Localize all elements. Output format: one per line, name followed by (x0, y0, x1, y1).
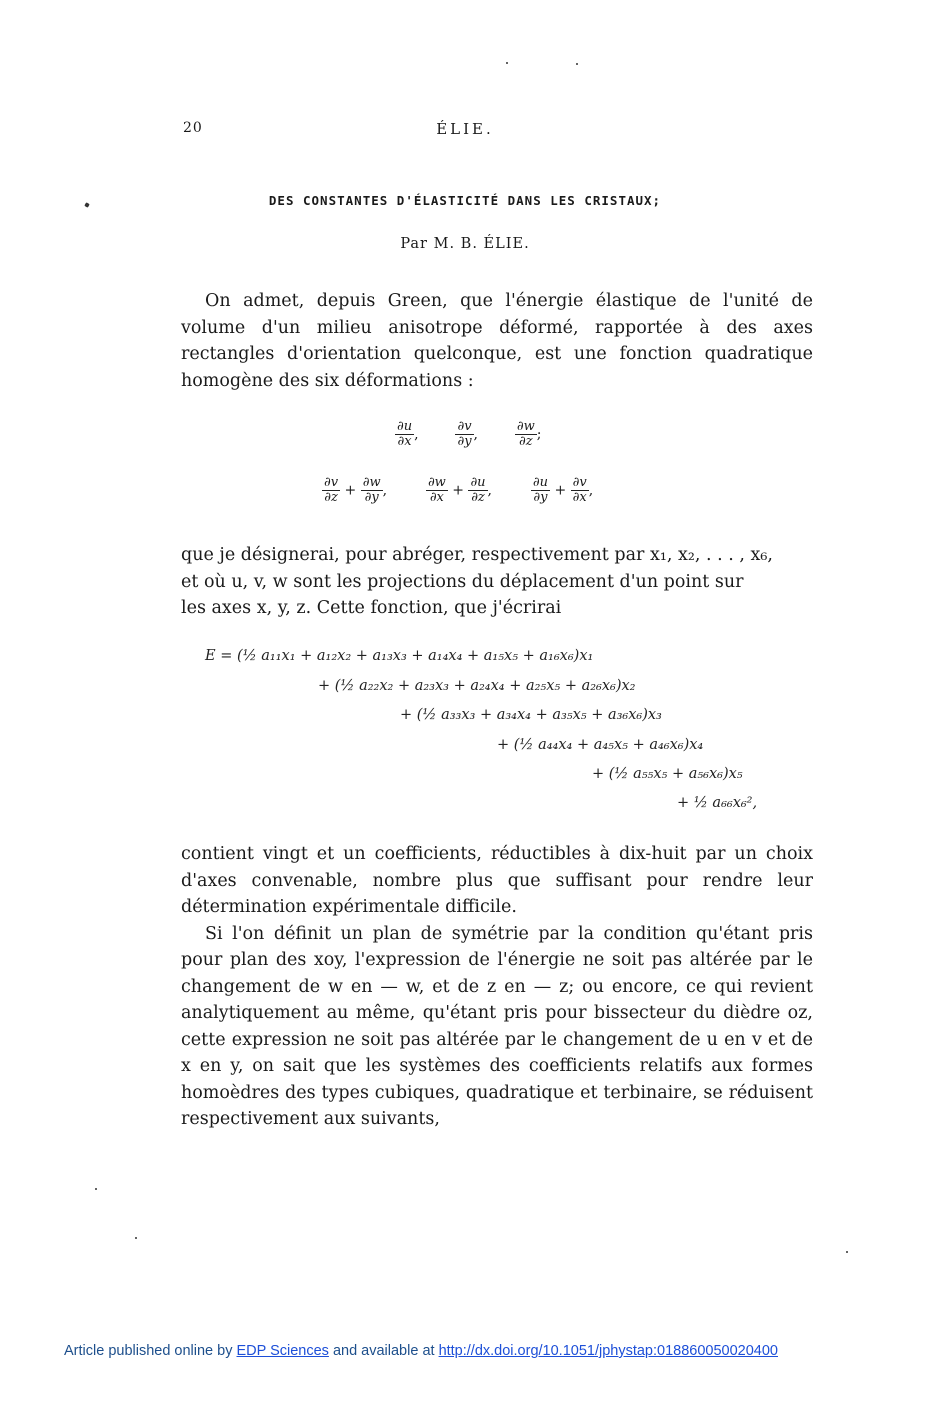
print-speck (576, 63, 578, 65)
deformations-row-1: $\frac{\partial u}{\partial x}$ , $\frac{\partial v}{\partial y}$ , $\frac{\partial w}{\partial z}$ ; (397, 419, 542, 449)
article-author: Par M. B. ÉLIE. (400, 236, 530, 252)
page-number: 20 (183, 120, 203, 136)
paragraph-text: On admet, depuis Green, que l'énergie élastique de l'unité de volume d'un milieu anisotrope déformé, rapportée à des axes rectangles d'orientation quelconque, est une fonction quadratique homogène des six déformations : (181, 291, 813, 391)
running-head: ÉLIE. (436, 120, 494, 138)
paragraph-intro (181, 288, 813, 394)
equation-line-2: + (½ a₂₂x₂ + a₂₃x₃ + a₂₄x₄ + a₂₅x₅ + a₂₆x₆)x₂ (318, 678, 636, 694)
print-speck (506, 62, 508, 64)
fraction: $\frac{\partial w}{\partial y}$ (362, 475, 381, 505)
fraction: $\frac{\partial v}{\partial z}$ (324, 475, 339, 505)
equation-line-3: + (½ a₃₃x₃ + a₃₄x₄ + a₃₅x₅ + a₃₆x₆)x₃ (400, 707, 662, 723)
deformations-row-2: $\frac{\partial v}{\partial z}$ + $\frac{\partial w}{\partial y}$ , $\frac{\partial w}{\partial x}$ + $\frac{\partial u}{\partial z}$ , $\frac{\partial u}{\partial y}$ + $\frac{\partial v}{\partial x}$ , (324, 475, 594, 505)
paragraph-line: les axes x, y, z. Cette fonction, que j'écrirai (181, 598, 562, 618)
paragraph-coefficients (181, 841, 813, 1133)
fraction: $\frac{\partial v}{\partial y}$ (457, 419, 472, 449)
paragraph-line: que je désignerai, pour abréger, respectivement par x₁, x₂, . . . , x₆, (181, 545, 773, 565)
paragraph-line: et où u, v, w sont les projections du déplacement d'un point sur (181, 571, 744, 592)
fraction: $\frac{\partial u}{\partial x}$ (397, 419, 413, 449)
footer-prefix: Article published online by (64, 1343, 233, 1359)
doi-link[interactable]: http://dx.doi.org/10.1051/jphystap:018860050020400 (438, 1343, 778, 1359)
fraction: $\frac{\partial u}{\partial z}$ (470, 475, 486, 505)
equation-line-5: + (½ a₅₅x₅ + a₅₆x₆)x₅ (592, 766, 743, 782)
print-speck (846, 1251, 848, 1253)
publisher-link[interactable]: EDP Sciences (236, 1343, 329, 1359)
article-title: DES CONSTANTES D'ÉLASTICITÉ DANS LES CRISTAUX; (268, 193, 662, 208)
fraction: $\frac{\partial w}{\partial x}$ (427, 475, 446, 505)
equation-line-6: + ½ a₆₆x₆², (677, 795, 758, 811)
equation-line-4: + (½ a₄₄x₄ + a₄₅x₅ + a₄₆x₆)x₄ (497, 737, 704, 753)
print-speck (135, 1237, 137, 1239)
paragraph-text: contient vingt et un coefficients, réductibles à dix-huit par un choix d'axes convenable, nombre plus que suffisant pour rendre leur détermination expérimentale difficile. (181, 844, 813, 917)
fraction: $\frac{\partial v}{\partial x}$ (572, 475, 587, 505)
fraction: $\frac{\partial u}{\partial y}$ (532, 475, 549, 505)
equation-line-1: E = (½ a₁₁x₁ + a₁₂x₂ + a₁₃x₃ + a₁₄x₄ + a₁₅x₅ + a₁₆x₆)x₁ (205, 648, 594, 664)
paragraph-definitions (181, 542, 813, 622)
footer-notice (64, 1343, 778, 1359)
print-speck (95, 1188, 97, 1190)
fraction: $\frac{\partial w}{\partial z}$ (516, 419, 535, 449)
footer-middle: and available at (332, 1343, 435, 1359)
paragraph-text: Si l'on définit un plan de symétrie par la condition qu'étant pris pour plan des xoy, l'expression de l'énergie ne soit pas altérée par le changement de w en — w, et de z en — z; ou encore, ce qui revient analytiquement au même, qu'étant pris pour bissecteur du dièdre oz, cette expression ne soit pas altérée par le changement de u en v et de x en y, on sait que les systèmes des coefficients relatifs aux formes homoèdres des types cubiques, quadratique et terbinaire, se réduisent respectivement aux suivants, (181, 923, 813, 1129)
